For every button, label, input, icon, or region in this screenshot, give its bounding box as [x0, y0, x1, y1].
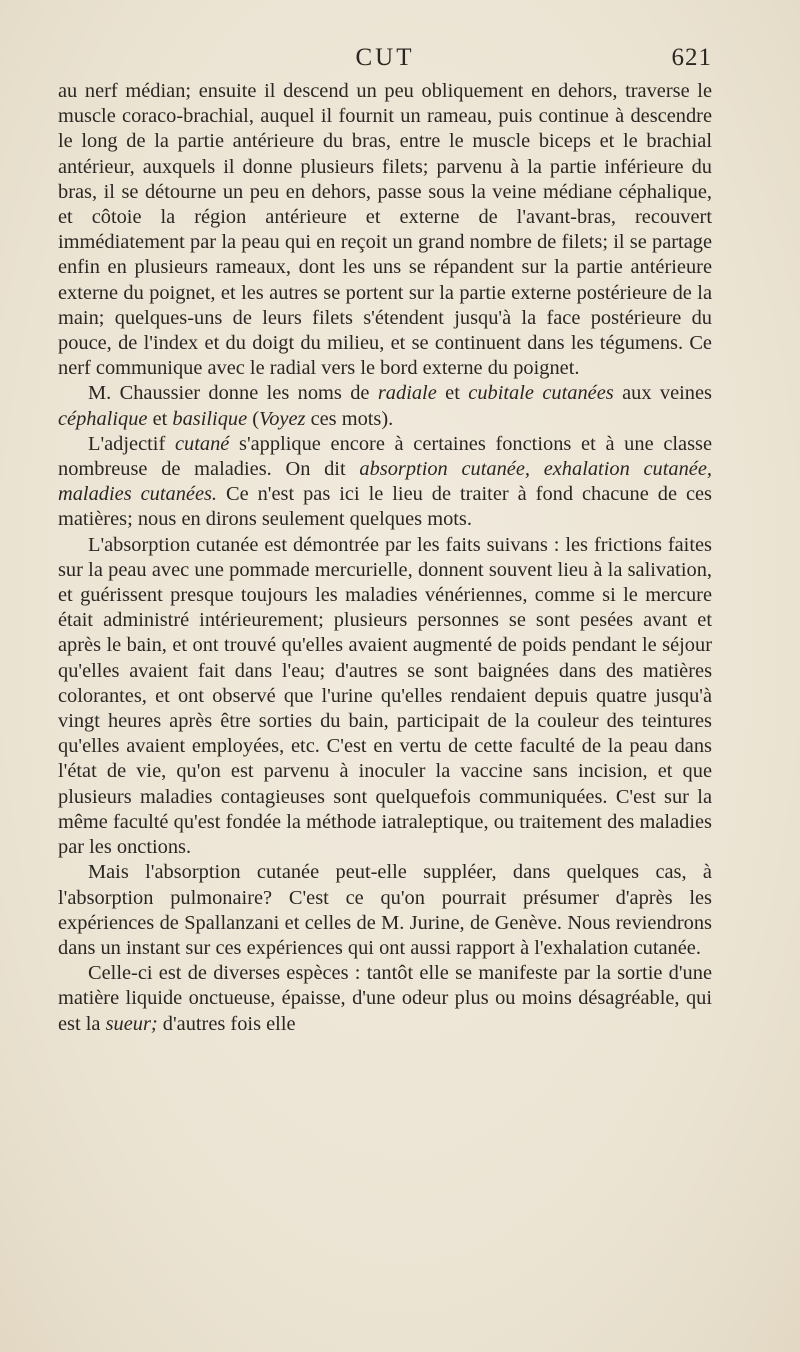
- text-segment: Mais l'absorption cutanée peut-elle suppléer, dans quelques cas, à l'absorption pulmonaire? C'est ce qu'on pourrait présumer d'après les expériences de Spallanzani et celles de M. Jurine, de Genève. Nous reviendrons dans un instant sur ces expériences qui ont aussi rapport à l'exhalation cutanée.: [58, 861, 712, 959]
- body-text: [58, 79, 712, 1037]
- text-segment: L'absorption cutanée est démontrée par les faits suivans : les frictions faites sur la peau avec une pommade mercurielle, donnent souvent lieu à la salivation, et guérissent presque toujours les maladies vénériennes, comme si le mercure était administré intérieurement; plusieurs personnes se sont pesées avant et après le bain, et ont trouvé qu'elles avaient augmenté de poids pendant le séjour qu'elles avaient fait dans l'eau; d'autres se sont baignées dans des matières colorantes, et ont observé que l'urine qu'elles rendaient depuis quatre jusqu'à vingt heures après être sorties du bain, participait de la couleur des teintures qu'elles avaient employées, etc. C'est en vertu de cette faculté de la peau dans l'état de vie, qu'on est parvenu à inoculer la vaccine sans incision, et que plusieurs maladies contagieuses sont quelquefois communiquées. C'est sur la même faculté qu'est fondée la méthode iatraleptique, ou traitement des maladies par les onctions.: [58, 533, 712, 859]
- paragraph: [58, 79, 712, 381]
- page-header: [58, 44, 712, 74]
- paragraph: [58, 961, 712, 1037]
- text-segment: L'adjectif: [88, 432, 175, 455]
- italic-term: radiale: [377, 382, 437, 405]
- text-segment: (: [247, 407, 260, 430]
- paragraph: [58, 432, 712, 533]
- italic-term: sueur;: [105, 1012, 158, 1035]
- text-segment: s'applique encore à certaines fonctions et à une classe nombreuse de maladies. On dit: [58, 432, 713, 481]
- paragraph: [58, 533, 712, 861]
- italic-term: absorption cutanée, exhalation cutanée, maladies cutanées.: [58, 458, 712, 506]
- paragraph: [58, 860, 712, 961]
- italic-term: cutané: [174, 432, 230, 455]
- italic-term: cubitale cutanées: [468, 382, 614, 405]
- text-segment: aux veines: [613, 382, 712, 405]
- text-segment: ces mots).: [305, 407, 394, 430]
- italic-term: céphalique: [58, 407, 148, 430]
- text-segment: M. Chaussier donne les noms de: [88, 382, 378, 405]
- text-segment: au nerf médian; ensuite il descend un peu obliquement en dehors, traverse le muscle coraco-brachial, auquel il fournit un rameau, puis continue à descendre le long de la partie antérieure du bras, entre le muscle biceps et le brachial antérieur, auxquels il donne plusieurs filets; parvenu à la partie inférieure du bras, il se détourne un peu en dehors, passe sous la veine médiane céphalique, et côtoie la région antérieure et externe de l'avant-bras, recouvert immédiatement par la peau qui en reçoit un grand nombre de filets; il se partage enfin en plusieurs rameaux, dont les uns se répandent sur la partie antérieure externe du poignet, et les autres se portent sur la partie externe postérieure de la main; quelques-uns de leurs filets s'étendent jusqu'à la face postérieure du pouce, de l'index et du doigt du milieu, et se continuent dans les tégumens. Ce nerf communique avec le radial vers le bord externe du poignet.: [58, 80, 712, 380]
- paragraph: [58, 381, 712, 431]
- page-number: 621: [671, 44, 712, 71]
- text-segment: Ce n'est pas ici le lieu de traiter à fond chacune de ces matières; nous en dirons seulement quelques mots.: [58, 483, 712, 531]
- text-segment: et: [147, 407, 173, 430]
- text-segment: Celle-ci est de diverses espèces : tantôt elle se manifeste par la sortie d'une matière liquide onctueuse, épaisse, d'une odeur plus ou moins désagréable, qui est la: [58, 962, 712, 1035]
- text-segment: d'autres fois elle: [157, 1012, 296, 1035]
- italic-term: Voyez: [259, 407, 306, 430]
- text-segment: et: [436, 382, 469, 405]
- running-head: CUT: [355, 44, 415, 71]
- italic-term: basilique: [172, 407, 248, 430]
